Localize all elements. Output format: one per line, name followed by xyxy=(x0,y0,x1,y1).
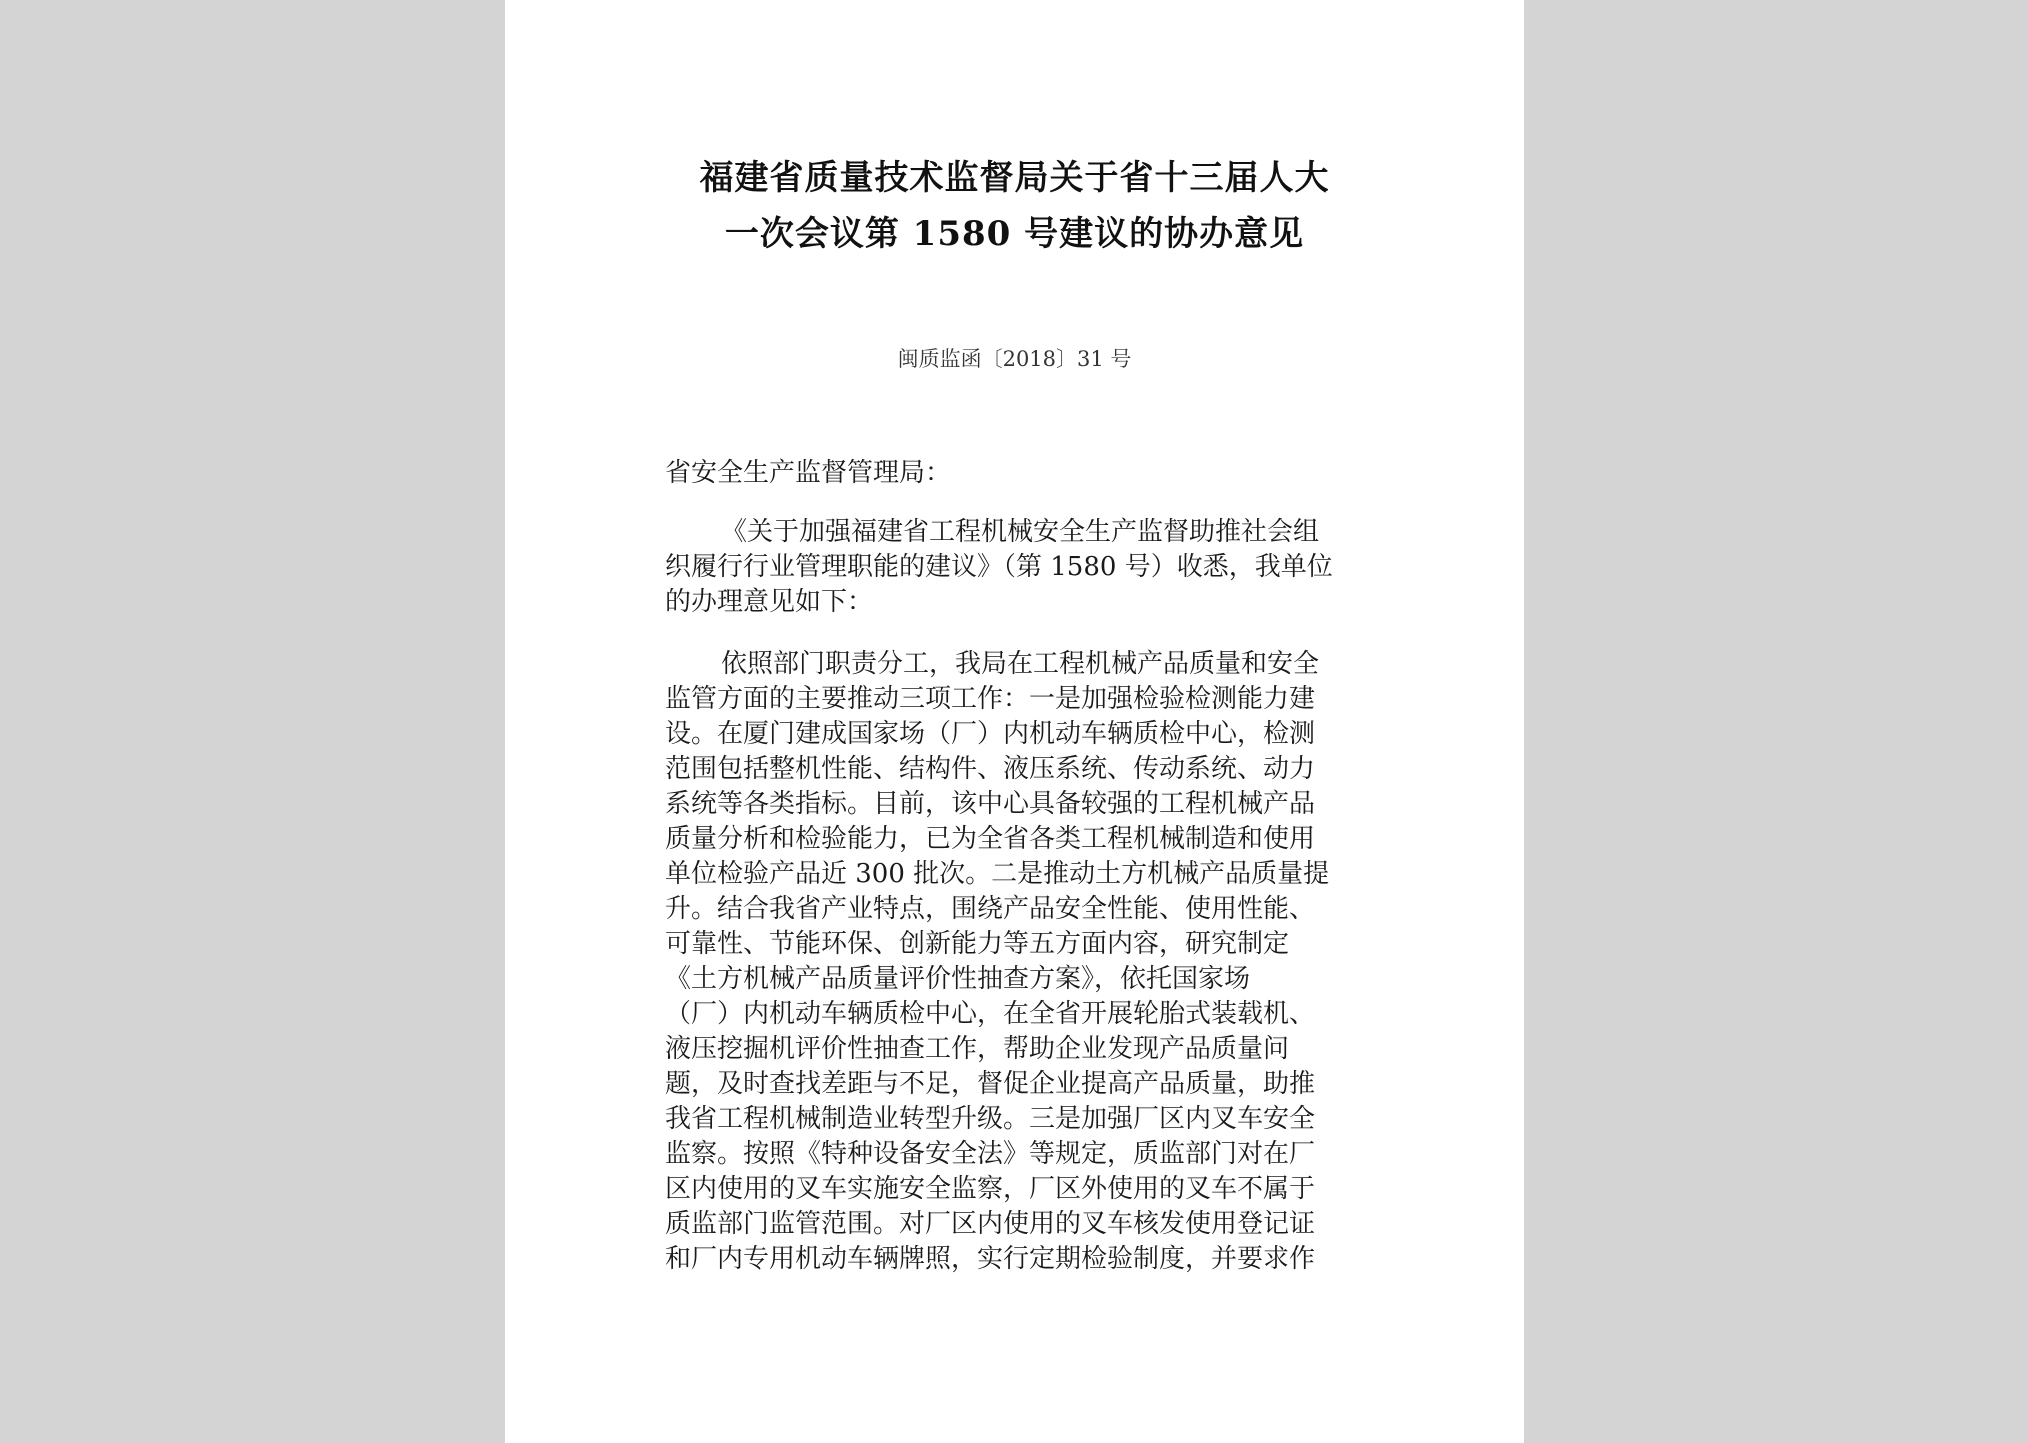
paragraph-2-line: 我省工程机械制造业转型升级。三是加强厂区内叉车安全 xyxy=(665,1104,1316,1134)
paragraph-1 xyxy=(665,515,1365,620)
paragraph-2-line: 设。在厦门建成国家场（厂）内机动车辆质检中心，检测 xyxy=(665,719,1316,749)
paragraph-2-line: 《土方机械产品质量评价性抽查方案》，依托国家场 xyxy=(665,964,1251,994)
paragraph-2-line: 可靠性、节能环保、创新能力等五方面内容，研究制定 xyxy=(665,929,1290,959)
document-page xyxy=(505,0,1524,1443)
paragraph-2-line: 监管方面的主要推动三项工作：一是加强检验检测能力建 xyxy=(665,684,1316,714)
paragraph-2-line: 质量分析和检验能力，已为全省各类工程机械制造和使用 xyxy=(665,824,1316,854)
paragraph-1-line: 织履行行业管理职能的建议》（第 1580 号）收悉，我单位 xyxy=(665,552,1333,582)
paragraph-1-line: 的办理意见如下： xyxy=(665,587,874,617)
paragraph-2-line: 依照部门职责分工，我局在工程机械产品质量和安全 xyxy=(721,649,1320,679)
paragraph-2 xyxy=(665,647,1365,1277)
paragraph-2-line: 单位检验产品近 300 批次。二是推动土方机械产品质量提 xyxy=(665,859,1330,889)
paragraph-2-line: 题，及时查找差距与不足，督促企业提高产品质量，助推 xyxy=(665,1069,1316,1099)
paragraph-2-line: 监察。按照《特种设备安全法》等规定，质监部门对在厂 xyxy=(665,1139,1316,1169)
salutation: 省安全生产监督管理局： xyxy=(665,458,952,488)
title-line-1: 福建省质量技术监督局关于省十三届人大 xyxy=(699,158,1330,198)
paragraph-2-line: 范围包括整机性能、结构件、液压系统、传动系统、动力 xyxy=(665,754,1316,784)
paragraph-1-line: 《关于加强福建省工程机械安全生产监督助推社会组 xyxy=(721,517,1320,547)
paragraph-2-line: 系统等各类指标。目前，该中心具备较强的工程机械产品 xyxy=(665,789,1316,819)
document-number: 闽质监函〔2018〕31 号 xyxy=(897,347,1132,371)
title-line-2: 一次会议第 1580 号建议的协办意见 xyxy=(724,214,1305,254)
paragraph-2-line: 质监部门监管范围。对厂区内使用的叉车核发使用登记证 xyxy=(665,1209,1316,1239)
paragraph-2-line: 升。结合我省产业特点，围绕产品安全性能、使用性能、 xyxy=(665,894,1316,924)
paragraph-2-line: （厂）内机动车辆质检中心，在全省开展轮胎式装载机、 xyxy=(665,999,1316,1029)
paragraph-2-line: 区内使用的叉车实施安全监察，厂区外使用的叉车不属于 xyxy=(665,1174,1316,1204)
document-title xyxy=(505,150,1524,262)
paragraph-2-line: 液压挖掘机评价性抽查工作，帮助企业发现产品质量问 xyxy=(665,1034,1290,1064)
paragraph-2-line: 和厂内专用机动车辆牌照，实行定期检验制度，并要求作 xyxy=(665,1244,1316,1274)
